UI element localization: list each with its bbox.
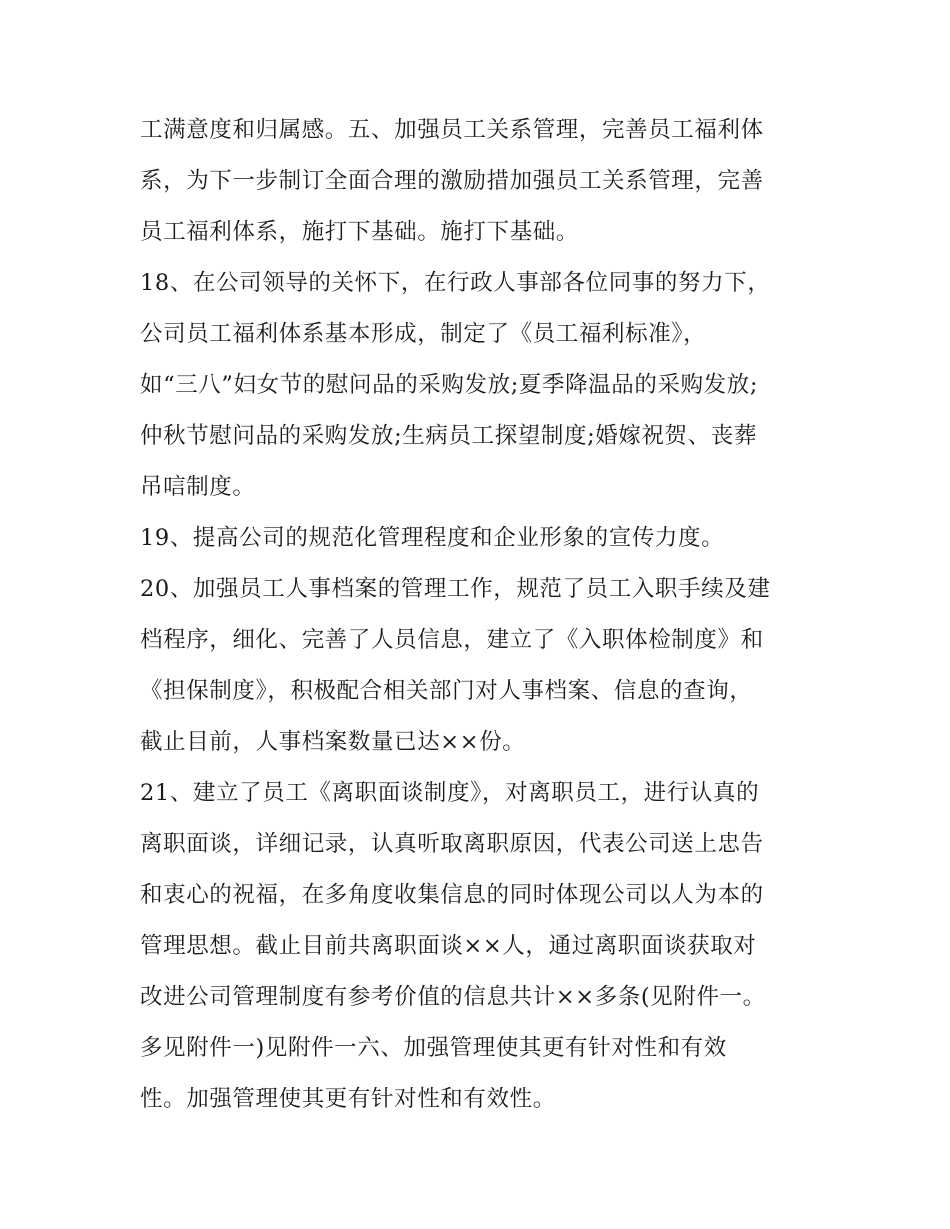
text-line-8: 吊唁制度。 <box>140 474 256 500</box>
text-line-11: 档程序，细化、完善了人员信息，建立了《入职体检制度》和 <box>140 627 764 653</box>
text-line-5: 公司员工福利体系基本形成，制定了《员工福利标准》， <box>140 321 707 347</box>
text-line-19: 多见附件一)见附件一六、加强管理使其更有针对性和有效 <box>140 1035 727 1061</box>
text-line-13: 截止目前，人事档案数量已达××份。 <box>140 729 526 755</box>
text-line-2: 系，为下一步制订全面合理的激励措加强员工关系管理，完善 <box>140 168 764 194</box>
text-line-12: 《担保制度》，积极配合相关部门对人事档案、信息的查询， <box>140 678 753 704</box>
text-line-20: 性。加强管理使其更有针对性和有效性。 <box>140 1086 556 1112</box>
text-line-16: 和衷心的祝福，在多角度收集信息的同时体现公司以人为本的 <box>140 882 764 908</box>
text-line-4: 18、在公司领导的关怀下，在行政人事部各位同事的努力下， <box>140 270 771 296</box>
text-line-17: 管理思想。截止目前共离职面谈××人，通过离职面谈获取对 <box>140 933 757 959</box>
text-line-9: 19、提高公司的规范化管理程度和企业形象的宣传力度。 <box>140 525 725 551</box>
text-line-1: 工满意度和归属感。五、加强员工关系管理，完善员工福利体 <box>140 117 764 143</box>
document-body <box>140 105 830 1125</box>
text-line-6: 如“三八”妇女节的慰问品的采购发放;夏季降温品的采购发放; <box>140 372 759 398</box>
text-line-15: 离职面谈，详细记录，认真听取离职原因，代表公司送上忠告 <box>140 831 764 857</box>
text-line-18: 改进公司管理制度有参考价值的信息共计××多条(见附件一。 <box>140 984 766 1010</box>
text-line-14: 21、建立了员工《离职面谈制度》，对离职员工，进行认真的 <box>140 780 760 806</box>
text-line-10: 20、加强员工人事档案的管理工作，规范了员工入职手续及建 <box>140 576 771 602</box>
text-line-3: 员工福利体系，施打下基础。施打下基础。 <box>140 219 579 245</box>
text-line-7: 仲秋节慰问品的采购发放;生病员工探望制度;婚嫁祝贺、丧葬 <box>140 423 757 449</box>
